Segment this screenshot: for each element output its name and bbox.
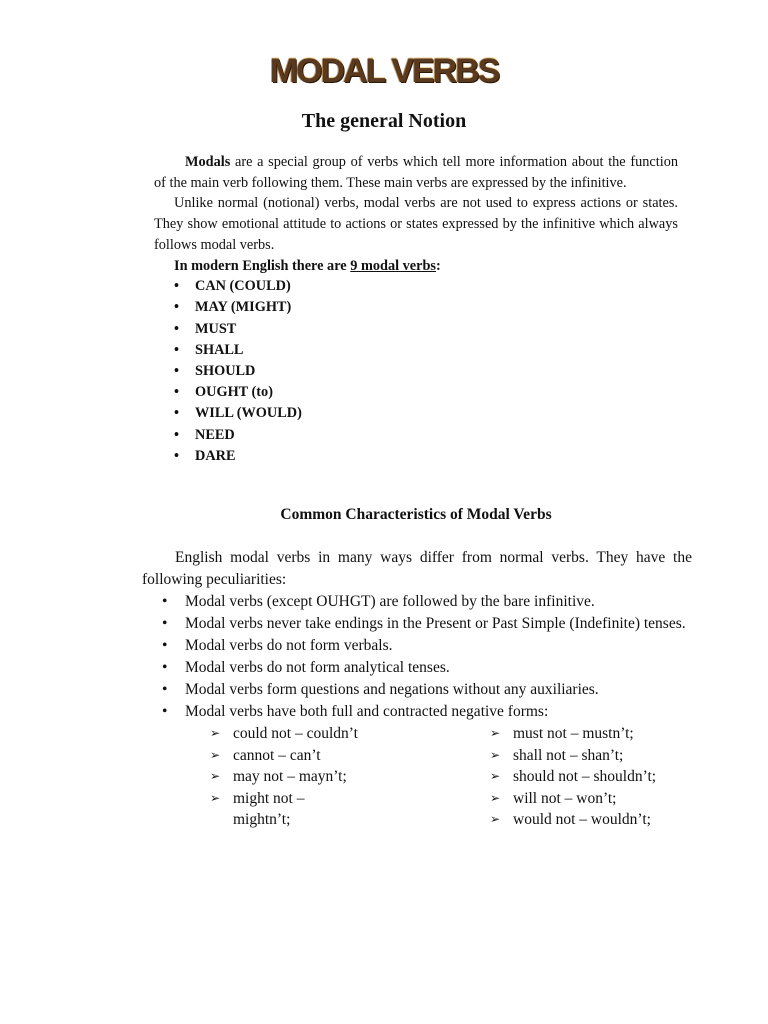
negative-form-item: ➢ should not – shouldn’t; <box>490 766 690 788</box>
modal-verb-item: • NEED <box>174 425 678 446</box>
intro-paragraph-2: Unlike normal (notional) verbs, modal verbs are not used to express actions or states. They show emotional attitude to actions or states expressed by the infinitive which always follows modal verbs. <box>154 195 678 253</box>
modal-verb-item: • WILL (WOULD) <box>174 403 678 424</box>
intro-section <box>154 152 678 467</box>
negative-forms-right-column <box>490 723 690 831</box>
negative-forms-left-column <box>210 723 410 831</box>
modal-verb-item: • MUST <box>174 319 678 340</box>
arrow-bullet-icon: ➢ <box>210 790 221 805</box>
arrow-bullet-icon: ➢ <box>210 747 221 762</box>
characteristic-item: • Modal verbs do not form analytical tenses. <box>142 657 692 679</box>
modal-count-lead: In modern English there are 9 modal verbs: <box>174 257 441 274</box>
arrow-bullet-icon: ➢ <box>490 769 501 783</box>
negative-form-item: ➢ may not – mayn’t; <box>210 766 410 788</box>
modal-verb-item: • SHOULD <box>174 361 678 382</box>
modal-count-underlined: 9 modal verbs <box>350 257 437 274</box>
characteristic-item: • Modal verbs have both full and contracted negative forms: <box>142 701 692 723</box>
negative-form-item: ➢ shall not – shan’t; <box>490 745 690 767</box>
modal-verb-item: • OUGHT (to) <box>174 382 678 403</box>
section-title-characteristics: Common Characteristics of Modal Verbs <box>280 506 552 523</box>
characteristic-item: • Modal verbs (except OUHGT) are followed by the bare infinitive. <box>142 591 692 613</box>
arrow-bullet-icon: ➢ <box>210 726 221 740</box>
negative-form-item: ➢ would not – wouldn’t; <box>490 809 690 831</box>
arrow-bullet-icon: ➢ <box>490 726 501 740</box>
characteristic-item: • Modal verbs never take endings in the Present or Past Simple (Indefinite) tenses. <box>142 613 692 635</box>
negative-form-item: ➢ must not – mustn’t; <box>490 723 690 745</box>
intro-paragraph-1-text: are a special group of verbs which tell more information about the function of the main verb following them. These main verbs are expressed by the infinitive. <box>154 154 678 191</box>
modal-verb-item: • MAY (MIGHT) <box>174 297 678 318</box>
modal-verb-item: • CAN (COULD) <box>174 276 678 297</box>
characteristics-section <box>142 547 692 833</box>
term-modals: Modals <box>185 154 231 170</box>
intro-paragraph-1 <box>154 152 678 193</box>
section-title-general-notion: The general Notion <box>301 110 467 132</box>
arrow-bullet-icon: ➢ <box>490 747 501 762</box>
arrow-bullet-icon: ➢ <box>490 790 501 805</box>
characteristic-item: • Modal verbs do not form verbals. <box>142 635 692 657</box>
negative-form-item: ➢ cannot – can’t <box>210 745 410 767</box>
negative-form-item: ➢ might not – mightn’t; <box>210 789 305 828</box>
page-title: MODAL VERBS <box>269 52 499 90</box>
arrow-bullet-icon: ➢ <box>210 769 221 783</box>
arrow-bullet-icon: ➢ <box>490 812 501 826</box>
modal-verb-item: • DARE <box>174 446 678 467</box>
negative-form-item: ➢ will not – won’t; <box>490 788 690 810</box>
modal-verb-item: • SHALL <box>174 340 678 361</box>
characteristics-list <box>142 591 692 723</box>
characteristics-intro: English modal verbs in many ways differ from normal verbs. They have the following peculiarities: <box>142 549 692 588</box>
modal-verb-list <box>154 276 678 467</box>
negative-form-item: ➢ could not – couldn’t <box>210 723 410 745</box>
characteristic-item: • Modal verbs form questions and negations without any auxiliaries. <box>142 679 692 701</box>
negative-forms-table <box>210 723 690 833</box>
